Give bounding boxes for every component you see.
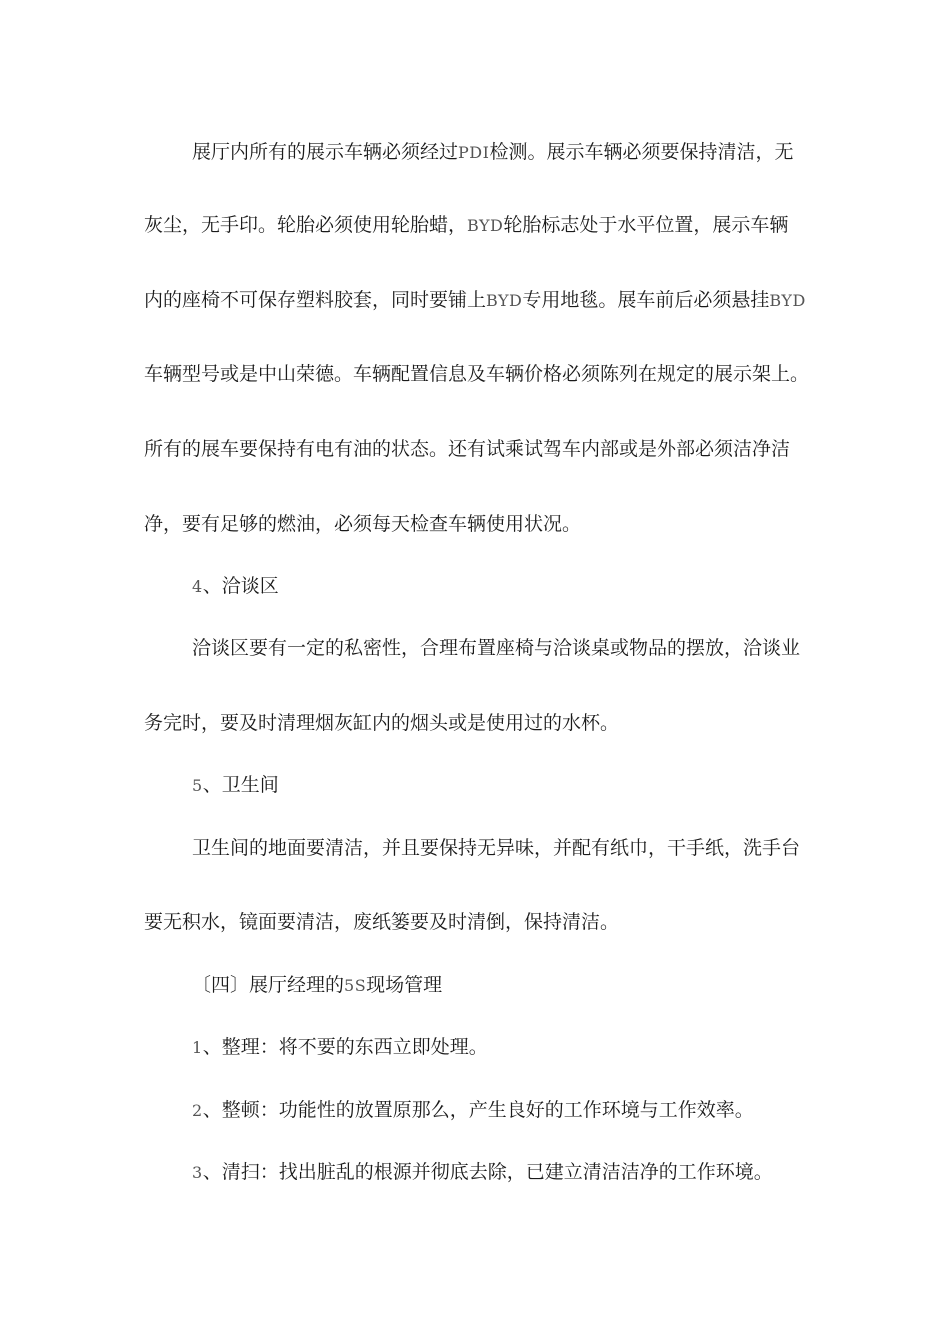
- list-item: 2、整顿：功能性的放置原那么，产生良好的工作环境与工作效率。: [192, 1099, 754, 1121]
- section-heading: 5、卫生间: [192, 774, 279, 796]
- paragraph-line: 内的座椅不可保存塑料胶套，同时要铺上BYD专用地毯。展车前后必须悬挂BYD: [144, 289, 806, 311]
- paragraph-line: 卫生间的地面要清洁，并且要保持无异味，并配有纸巾，干手纸，洗手台: [192, 837, 801, 859]
- paragraph-line: 务完时，要及时清理烟灰缸内的烟头或是使用过的水杯。: [144, 712, 620, 734]
- paragraph-line: 灰尘，无手印。轮胎必须使用轮胎蜡，BYD轮胎标志处于水平位置，展示车辆: [144, 214, 789, 236]
- list-item: 1、整理：将不要的东西立即处理。: [192, 1036, 488, 1058]
- list-item: 3、清扫：找出脏乱的根源并彻底去除，已建立清洁洁净的工作环境。: [192, 1161, 773, 1183]
- paragraph-line: 净，要有足够的燃油，必须每天检查车辆使用状况。: [144, 513, 582, 535]
- paragraph-line: 车辆型号或是中山荣德。车辆配置信息及车辆价格必须陈列在规定的展示架上。: [144, 363, 810, 385]
- paragraph-line: 洽谈区要有一定的私密性，合理布置座椅与洽谈桌或物品的摆放，洽谈业: [192, 637, 801, 659]
- section-heading: 4、洽谈区: [192, 575, 279, 597]
- paragraph-line: 展厅内所有的展示车辆必须经过PDI检测。展示车辆必须要保持清洁，无: [192, 141, 794, 163]
- section-heading: 〔四〕展厅经理的5S现场管理: [192, 974, 443, 996]
- paragraph-line: 所有的展车要保持有电有油的状态。还有试乘试驾车内部或是外部必须洁净洁: [144, 438, 791, 460]
- paragraph-line: 要无积水，镜面要清洁，废纸篓要及时清倒，保持清洁。: [144, 911, 620, 933]
